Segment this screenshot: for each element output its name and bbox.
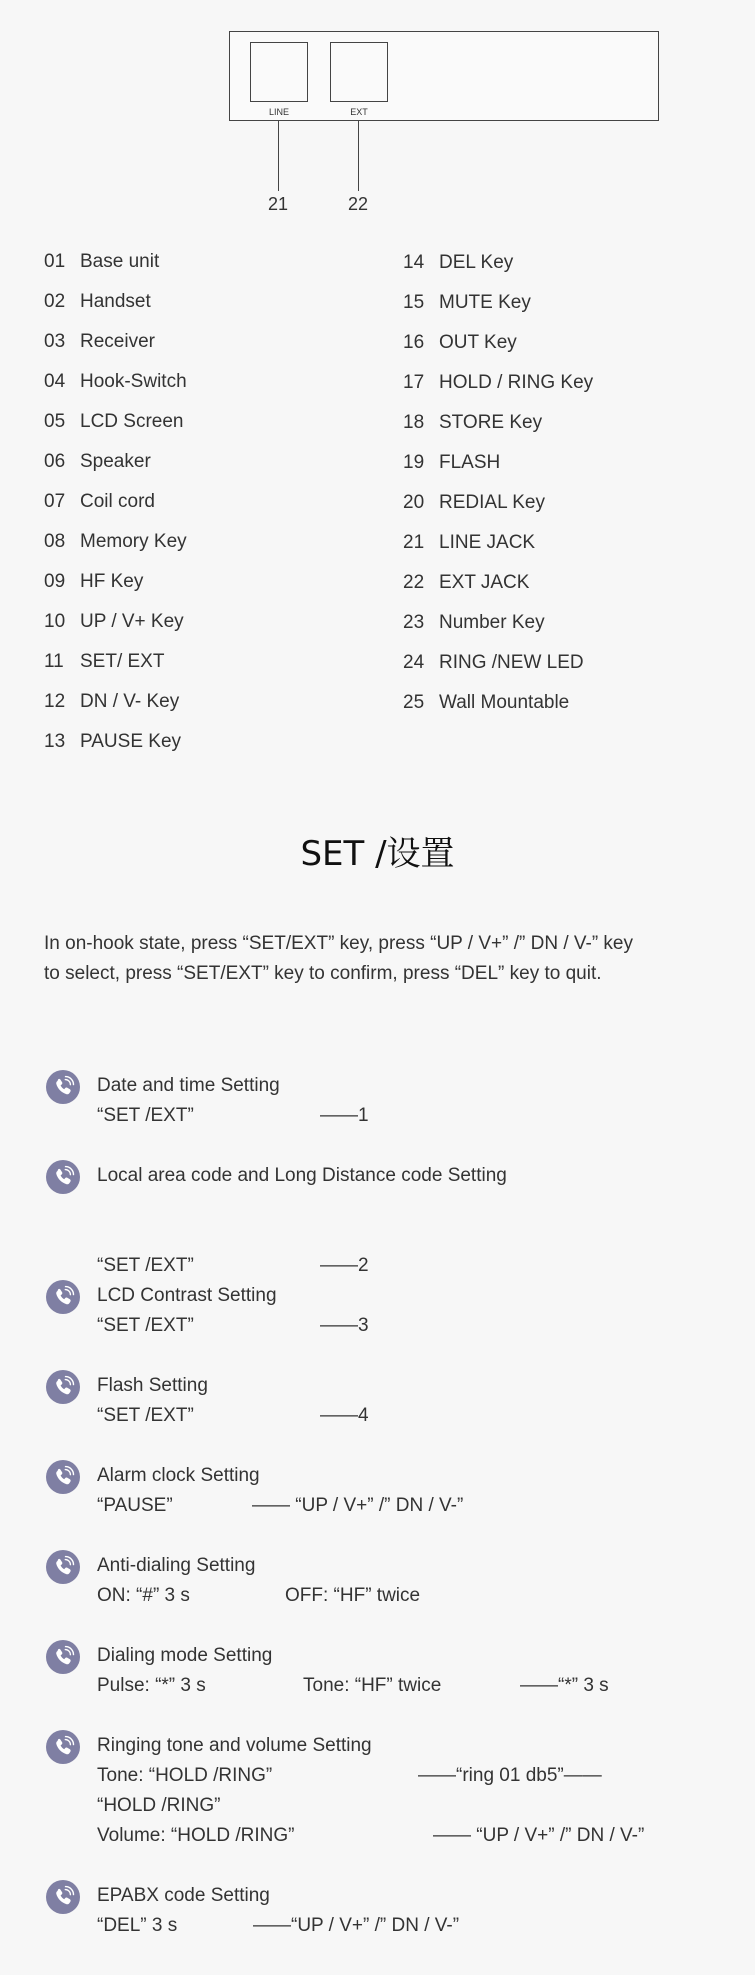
setting-instruction: ——1 bbox=[320, 1105, 369, 1126]
part-number: 10 bbox=[44, 611, 66, 632]
part-name: Receiver bbox=[80, 331, 155, 352]
line-jack-label: LINE bbox=[268, 107, 289, 117]
setting-instruction: OFF: “HF” twice bbox=[285, 1585, 421, 1606]
setting-instruction: Tone: “HOLD /RING” bbox=[97, 1765, 273, 1786]
phone-icon bbox=[46, 1880, 80, 1914]
setting-title: Flash Setting bbox=[97, 1375, 208, 1396]
part-name: FLASH bbox=[439, 452, 501, 473]
part-name: EXT JACK bbox=[439, 572, 530, 593]
setting-instruction: —— “UP / V+” /” DN / V-” bbox=[252, 1495, 464, 1516]
part-name: STORE Key bbox=[439, 412, 543, 433]
part-number: 04 bbox=[44, 371, 66, 392]
setting-instruction: Volume: “HOLD /RING” bbox=[97, 1825, 295, 1846]
section-title: SET /设置 bbox=[300, 834, 455, 874]
part-number: 23 bbox=[403, 612, 425, 633]
part-number: 07 bbox=[44, 491, 66, 512]
setting-instruction: “SET /EXT” bbox=[97, 1255, 194, 1276]
part-name: HOLD / RING Key bbox=[439, 372, 594, 393]
part-number: 17 bbox=[403, 372, 425, 393]
part-number: 19 bbox=[403, 452, 425, 473]
phone-icon bbox=[46, 1280, 80, 1314]
setting-instruction: “SET /EXT” bbox=[97, 1105, 194, 1126]
part-item bbox=[403, 332, 517, 354]
setting-instruction: “SET /EXT” bbox=[97, 1405, 194, 1426]
part-name: Handset bbox=[80, 291, 151, 312]
part-name: MUTE Key bbox=[439, 292, 531, 313]
part-item bbox=[44, 291, 151, 313]
part-number: 22 bbox=[403, 572, 425, 593]
setting-instruction: ——“UP / V+” /” DN / V-” bbox=[253, 1915, 460, 1936]
part-name: RING /NEW LED bbox=[439, 652, 584, 673]
part-number: 09 bbox=[44, 571, 66, 592]
line-jack bbox=[250, 42, 308, 102]
callout-21: 21 bbox=[268, 194, 289, 214]
setting-instruction: ——3 bbox=[320, 1315, 369, 1336]
part-name: LINE JACK bbox=[439, 532, 536, 553]
part-name: Coil cord bbox=[80, 491, 155, 512]
setting-title: Alarm clock Setting bbox=[97, 1465, 260, 1486]
setting-instruction: ——4 bbox=[320, 1405, 369, 1426]
part-item bbox=[44, 371, 187, 393]
part-number: 16 bbox=[403, 332, 425, 353]
part-name: Base unit bbox=[80, 251, 160, 272]
part-item bbox=[403, 292, 531, 314]
part-number: 01 bbox=[44, 251, 66, 272]
part-name: SET/ EXT bbox=[80, 651, 165, 672]
part-name: Number Key bbox=[439, 612, 545, 633]
part-number: 03 bbox=[44, 331, 66, 352]
phone-icon bbox=[46, 1550, 80, 1584]
part-number: 13 bbox=[44, 731, 66, 752]
part-name: Hook-Switch bbox=[80, 371, 187, 392]
part-number: 21 bbox=[403, 532, 425, 553]
base-unit-back-panel bbox=[229, 31, 659, 121]
phone-icon bbox=[46, 1160, 80, 1194]
line-jack-leader bbox=[278, 121, 279, 191]
part-number: 08 bbox=[44, 531, 66, 552]
part-number: 11 bbox=[44, 651, 64, 672]
setting-instruction: —— “UP / V+” /” DN / V-” bbox=[433, 1825, 645, 1846]
part-number: 24 bbox=[403, 652, 425, 673]
part-item bbox=[403, 572, 529, 594]
part-item bbox=[44, 531, 187, 553]
part-item bbox=[403, 492, 545, 514]
part-number: 14 bbox=[403, 252, 425, 273]
part-number: 02 bbox=[44, 291, 66, 312]
part-name: PAUSE Key bbox=[80, 731, 182, 752]
part-number: 20 bbox=[403, 492, 425, 513]
setting-title: Ringing tone and volume Setting bbox=[97, 1735, 372, 1756]
setting-instruction: Tone: “HF” twice bbox=[303, 1675, 442, 1696]
part-number: 06 bbox=[44, 451, 66, 472]
part-item bbox=[403, 652, 584, 674]
part-item bbox=[403, 692, 569, 714]
part-name: UP / V+ Key bbox=[80, 611, 184, 632]
phone-icon bbox=[46, 1640, 80, 1674]
part-item bbox=[44, 691, 179, 713]
part-item bbox=[403, 412, 542, 434]
setting-instruction: Pulse: “*” 3 s bbox=[97, 1675, 206, 1696]
setting-title: Local area code and Long Distance code Setting bbox=[97, 1165, 507, 1186]
intro-line-1: In on-hook state, press “SET/EXT” key, press “UP / V+” /” DN / V-” key bbox=[44, 933, 633, 954]
setting-instruction: ——“*” 3 s bbox=[520, 1675, 609, 1696]
part-item bbox=[403, 372, 593, 394]
part-item bbox=[44, 731, 181, 753]
part-name: OUT Key bbox=[439, 332, 517, 353]
part-name: HF Key bbox=[80, 571, 144, 592]
phone-icon bbox=[46, 1460, 80, 1494]
part-item bbox=[403, 612, 545, 634]
part-name: REDIAL Key bbox=[439, 492, 545, 513]
part-item bbox=[44, 451, 151, 473]
part-item bbox=[44, 411, 184, 433]
phone-icon bbox=[46, 1730, 80, 1764]
ext-jack bbox=[330, 42, 388, 102]
part-name: Wall Mountable bbox=[439, 692, 570, 713]
part-item bbox=[44, 611, 184, 633]
setting-instruction: “DEL” 3 s bbox=[97, 1915, 178, 1936]
setting-instruction: ON: “#” 3 s bbox=[97, 1585, 190, 1606]
phone-icon bbox=[46, 1370, 80, 1404]
setting-title: Date and time Setting bbox=[97, 1075, 280, 1096]
part-name: LCD Screen bbox=[80, 411, 184, 432]
setting-instruction: ——“ring 01 db5”—— bbox=[418, 1765, 602, 1786]
part-item bbox=[44, 491, 155, 513]
part-item bbox=[44, 251, 159, 273]
ext-jack-label: EXT bbox=[350, 107, 368, 117]
part-name: DN / V- Key bbox=[80, 691, 180, 712]
phone-icon bbox=[46, 1070, 80, 1104]
setting-instruction: “SET /EXT” bbox=[97, 1315, 194, 1336]
intro-line-2: to select, press “SET/EXT” key to confirm, press “DEL” key to quit. bbox=[44, 963, 602, 984]
part-item bbox=[44, 331, 155, 353]
setting-instruction: “HOLD /RING” bbox=[97, 1795, 221, 1816]
setting-instruction: “PAUSE” bbox=[97, 1495, 173, 1516]
part-number: 05 bbox=[44, 411, 66, 432]
part-name: Memory Key bbox=[80, 531, 187, 552]
setting-title: EPABX code Setting bbox=[97, 1885, 270, 1906]
part-item bbox=[403, 532, 535, 554]
ext-jack-leader bbox=[358, 121, 359, 191]
part-number: 15 bbox=[403, 292, 425, 313]
part-number: 25 bbox=[403, 692, 425, 713]
setting-title: Anti-dialing Setting bbox=[97, 1555, 256, 1576]
part-item bbox=[403, 252, 513, 274]
part-name: DEL Key bbox=[439, 252, 514, 273]
setting-title: Dialing mode Setting bbox=[97, 1645, 273, 1666]
part-item bbox=[44, 571, 143, 593]
callout-22: 22 bbox=[348, 194, 369, 214]
part-number: 18 bbox=[403, 412, 425, 433]
setting-instruction: ——2 bbox=[320, 1255, 369, 1276]
part-item bbox=[44, 651, 164, 673]
part-item bbox=[403, 452, 500, 474]
part-name: Speaker bbox=[80, 451, 151, 472]
setting-title: LCD Contrast Setting bbox=[97, 1285, 277, 1306]
part-number: 12 bbox=[44, 691, 66, 712]
